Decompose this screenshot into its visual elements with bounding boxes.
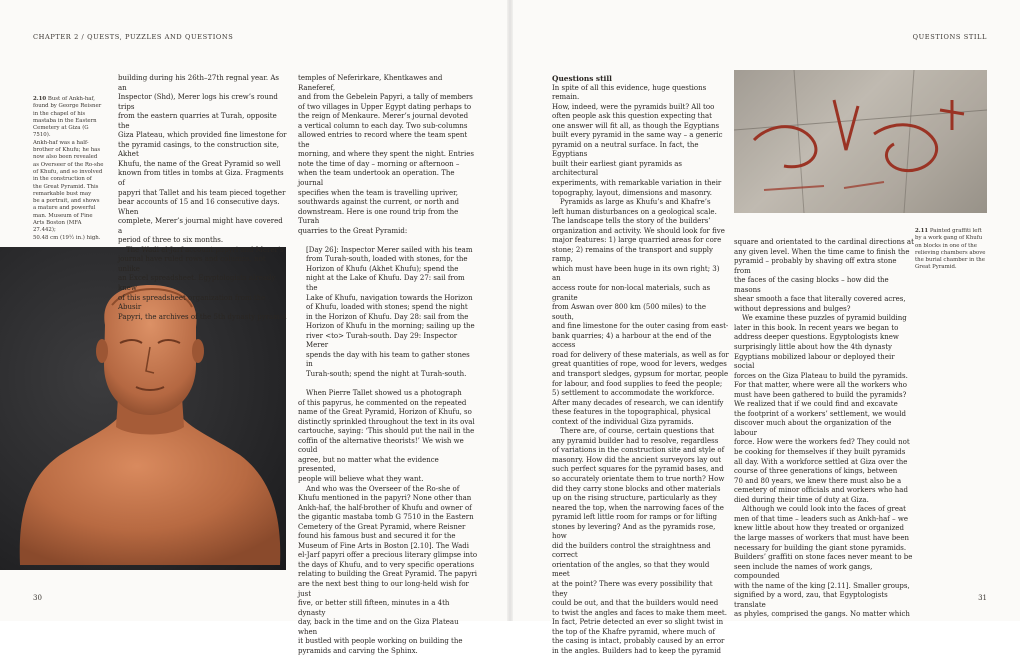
text-line: the casing is intact, probably caused by an error [552,637,725,646]
text-line: address deeper questions. Egyptologists knew [734,333,899,342]
text-line: the reign of Menkaure. Merer’s journal devoted [298,112,469,121]
text-line: seen include the names of work gangs, compounded [734,562,873,581]
text-line: Museum of Fine Arts in Boston [2.10]. The Wadi [298,541,470,550]
text-line: For that matter, where were all the workers who [734,381,907,390]
caption-line: in the construction of [33,176,92,183]
caption-line: Painted graffiti left [929,228,982,234]
text-line: There are, of course, certain questions that [560,427,715,436]
figure-caption-2-10 [33,96,105,242]
text-line: be cooking for themselves if they built pyramids [734,448,906,457]
text-line: could be out, and that the builders would need [552,599,719,608]
text-line: force. How were the workers fed? They could not [734,438,910,447]
khufu-graffiti-photo [734,70,987,213]
text-line: river <to> Turah-south. Day 29: Inspector Merer [306,331,458,350]
text-line: surprisingly little about how the 4th dynasty [734,343,892,352]
graffiti-illustration [734,70,987,213]
text-line: We examine these puzzles of pyramid building [742,314,907,323]
paragraph [118,74,288,246]
text-line: Giza Plateau, which provided fine limestone for [118,131,287,140]
text-line: Horizon of Khufu in the morning; sailing up the [306,322,475,331]
text-line: In spite of all this evidence, huge questions remain. [552,83,707,102]
text-line: journal have ruled rows and columns, not unlike [118,255,266,273]
text-line: access route for non-local materials, such as granite [552,284,711,302]
text-line: pyramid left little room for ramps or for lifting [552,513,717,522]
text-line: people will believe what they want. [298,474,424,483]
text-line: note the time of day – morning or afternoon – [298,159,460,168]
text-line: road for delivery of these materials, as well as for [552,350,729,359]
caption-line: found by George Reisner [33,103,102,110]
caption-number-2-11: 2.11 [915,228,929,234]
text-line: which must have been huge in its own right; 3) an [552,264,720,283]
text-line: known from titles in tombs at Giza. Fragments of [118,169,284,188]
text-line: the top of the Khafre pyramid, where much of [552,627,716,636]
text-line: Inspector (Shd), Merer logs his crew’s round trips [118,93,278,111]
text-line: when the team undertook an operation. The journal [298,169,455,188]
text-line: knew little about how they treated or organized [734,524,905,533]
paragraph [552,198,729,427]
text-line: [Day 26]: Inspector Merer sailed with his team [306,245,473,254]
text-line: signified by a word, zau, that Egyptologists translate [734,591,888,609]
text-line: at the point? There was every possibility that they [552,579,713,598]
text-line: bear accounts of 15 and 16 consecutive days. When [118,198,280,216]
text-line: often people ask this question expecting that [552,112,712,121]
caption-body [33,96,105,242]
paragraph [734,314,914,505]
text-line: coffin of the alternative theorists!’ We wish we could [298,436,464,455]
text-line: did the builders control the straightness and correct [552,541,711,560]
text-line: Ankh-haf, the half-brother of Khufu and owner of [298,503,472,512]
text-line: When Pierre Tallet showed us a photograph [306,389,462,398]
text-line: cartouche, saying: ‘This should put the nail in the [298,427,475,436]
page-number-left: 30 [33,594,42,602]
text-line: 5) settlement to accommodate the workforce. [552,389,715,398]
caption-line: Cemetery at Giza (G 7510). [33,125,89,139]
caption-line: 50.48 cm (19½ in.) high. [33,234,101,241]
caption-line: mastaba in the Eastern [33,117,97,124]
text-line: experiments, with remarkable variation in their [552,179,722,188]
text-line: from the eastern quarries at Turah, opposite the [118,112,277,130]
text-line: any pyramid builder had to resolve, regardless [552,436,719,445]
left-column-1 [118,74,288,322]
text-line: the faces of the casing blocks – how did the masons [734,276,889,294]
text-line: context of the individual Giza pyramids. [552,417,694,426]
caption-line: brother of Khufu; he has [33,147,101,154]
left-column-2 [298,74,478,656]
text-line: from Turah-south, loaded with stones, for the [306,255,468,264]
text-line: shear smooth a face that literally covered acres, [734,295,906,304]
text-line: of this spreadsheet organization from the Abusir [118,293,266,312]
block-quote [298,246,478,380]
caption-line: be a portrait, and shows [33,198,100,205]
text-line: Horizon of Khufu (Akhet Khufu); spend the [306,264,459,273]
text-line: must have been gathered to build the pyramids? [734,390,907,399]
text-line: up on the rising structure, particularly as they [552,494,717,503]
text-line: it bustled with people working on building the [298,637,463,646]
text-line: cemetery of minor officials and workers who had [734,486,908,495]
caption-line: now also been revealed [33,154,98,161]
text-line: And who was the Overseer of the Ro-she of [306,484,460,493]
caption-line: relieving chambers above [915,249,986,256]
text-line: specifies when the team is travelling upriver, [298,188,458,197]
text-line: in the Horizon of Khufu. Day 28: sail from the [306,312,469,321]
right-page [510,0,1020,655]
text-line: The Wadi el-Jarf account papyri and Merer’s [126,245,284,254]
text-line: the pyramid casings, to the construction site, Akhet [118,140,279,159]
text-line: built their earliest giant pyramids as architectural [552,159,683,178]
caption-line: Great Pyramid. [915,264,957,271]
spacer [298,236,478,246]
text-line: night at the Lake of Khufu. Day 27: sail from the [306,274,465,293]
text-line: died during their time of duty at Giza. [734,495,869,504]
text-line: Cemetery of the Great Pyramid, where Reisner [298,522,466,531]
caption-text [33,96,103,241]
text-line: stones by levering? And as the pyramids rose, how [552,522,716,541]
text-line: did they carry stone blocks and other materials [552,484,721,493]
text-line: square and orientated to the cardinal directions at [734,238,914,246]
caption-line: a mature and powerful [33,205,96,212]
text-line: in the angles. Builders had to keep the pyramid [552,646,722,655]
text-line: el-Jarf papyri offer a precious literary glimpse into [298,551,478,560]
text-line: forces on the Giza Plateau to build the pyramids. [734,371,908,380]
text-line: organization and activity. We should look for five [552,226,725,235]
section-heading [552,74,729,84]
caption-line: Arts Boston (MFA 27.442); [33,220,82,234]
text-line: found his famous bust and secured it for the [298,532,456,541]
text-line: built every pyramid in the same way – a generic [552,131,723,140]
page-number-right: 31 [978,594,987,602]
text-line: We realized that if we could find and excavate [734,400,898,409]
caption-body-2-11 [915,228,989,272]
text-line: allowed entries to record where the team spent the [298,131,468,149]
paragraph [734,505,914,620]
text-line: these features in the topographical, physical [552,408,711,417]
text-line: are the next best thing to our long-held wish for just [298,579,469,598]
text-line: great quantities of rope, wood for levers, wedges [552,360,727,369]
text-line: building during his 26th–27th regnal year. As an [118,74,279,92]
text-line: any given level. When the time came to finish the [734,247,910,256]
text-line: later in this book. In recent years we began to [734,323,899,332]
text-line: the gigantic mastaba tomb G 7510 in the Eastern [298,513,474,522]
text-line: Pyramids as large as Khufu’s and Khafre’s [560,198,711,207]
caption-line: man. Museum of Fine [33,212,93,219]
caption-text-2-11 [915,228,985,270]
text-line: of two villages in Upper Egypt dating perhaps to [298,102,472,111]
text-line: necessary for building the giant stone pyramids. [734,543,907,552]
text-line: southwards against the current, or north and [298,198,459,207]
paragraph [298,389,478,484]
text-line: of variations in the construction site and style of [552,446,725,455]
text-line: and from the Gebelein Papyri, a tally of members [298,93,473,102]
text-line: to twist the angles and faces to make them meet. [552,608,727,617]
text-line: the large masses of workers that must have been [734,533,909,542]
text-line: period of three to six months. [118,236,224,245]
text-line: Egyptians mobilized labour or deployed their social [734,352,895,371]
caption-line: the burial chamber in the [915,257,985,264]
text-line: 70 and 80 years, we knew there must also be a [734,476,902,485]
text-line: course of three generations of kings, between [734,467,898,476]
running-head-right: QUESTIONS STILL [912,33,987,41]
caption-line: Bust of Ankh-haf, [47,96,96,102]
text-line: five, or better still fifteen, minutes in a 4th dynasty [298,599,450,617]
text-line: a vertical column to each day. Two sub-columns [298,121,468,130]
text-line: an Excel spreadsheet. Egyptologists already knew [118,274,276,293]
text-line: Although we could look into the faces of great [742,505,906,514]
text-line: of this papyrus, he commented on the repeated [298,398,467,407]
text-line: Turah-south; spend the night at Turah-south. [306,369,467,378]
paragraph [552,427,729,656]
text-line: so accurately orientate them to true north? How [552,474,725,483]
text-line: papyri that Tallet and his team pieced together [118,188,286,197]
text-line: relating to building the Great Pyramid. The papyri [298,570,478,579]
caption-line: Ankh-haf was a half- [33,139,89,146]
caption-line: as Overseer of the Ro-she [33,161,104,168]
paragraph [298,485,478,656]
text-line: temples of Neferirkare, Khentkawes and Raneferef, [298,74,443,92]
caption-line: of Khufu, and so involved [33,168,103,175]
figure-caption-2-11 [915,228,989,272]
running-head-left: CHAPTER 2 / QUESTS, PUZZLES AND QUESTIONS [33,33,234,41]
text-line: distinctly sprinkled throughout the text in its oval [298,417,475,426]
text-line: and transport sledges, gypsum for mortar, people [552,369,729,378]
text-line: the days of Khufu, and to very specific operations [298,560,475,569]
text-line: Papyri, the archives of the 5th dynasty pyramid [118,312,287,321]
text-line: Khufu, the name of the Great Pyramid so well [118,159,281,168]
caption-line: the Great Pyramid. This [33,183,99,190]
text-line: all day. With a workforce settled at Giza over the [734,457,908,466]
text-line: Builders’ graffiti on stone faces never meant to be [734,553,913,562]
spacer [298,380,478,390]
text-line: with the name of the king [2.11]. Smaller groups, [734,581,910,590]
right-column-1 [552,74,729,656]
text-line: pyramid – probably by shaving off extra stone from [734,257,897,275]
text-line: downstream. Here is one round trip from the Turah [298,207,459,226]
text-line: quarries to the Great Pyramid: [298,226,408,235]
caption-line: on blocks in one of the [915,242,977,249]
text-line: Khufu mentioned in the papyri? None other than [298,494,472,503]
text-line: agree, but no matter what the evidence presented, [298,455,439,474]
text-line: of Khufu, loaded with stones; spend the night [306,303,468,312]
right-column-2 [734,238,914,620]
caption-number: 2.10 [33,96,47,102]
text-line: without depressions and bulges? [734,304,851,313]
text-line: name of the Great Pyramid, Horizon of Khufu, so [298,408,472,417]
text-line: one answer will fit all, as though the Egyptians [552,121,720,130]
left-page [0,0,510,655]
text-line: for labour, and food supplies to feed the people; [552,379,723,388]
text-line: How, indeed, were the pyramids built? All too [552,102,715,111]
text-line: After many decades of research, we can identify [552,398,724,407]
text-line: neared the top, when the narrowing faces of the [552,503,724,512]
text-line: In fact, Petrie detected an ever so slight twist in [552,618,724,627]
text-line: as phyles, comprised the gangs. No matter which [734,610,910,619]
caption-line: in the chapel of his [33,110,86,117]
text-line: day, back in the time and on the Giza Plateau when [298,618,459,636]
text-line: stone; 2) remains of the transport and supply ramp, [552,245,714,264]
text-line: masonry. How did the ancient surveyors lay out [552,455,722,464]
text-line: Lake of Khufu, navigation towards the Horizon [306,293,473,302]
text-line: Questions still [552,74,612,83]
text-line: pyramid on a neutral surface. In fact, the Egyptians [552,140,699,159]
text-line: discover much about the organization of the labour [734,419,892,437]
paragraph [118,246,288,322]
paragraph [734,238,914,314]
text-line: complete, Merer’s journal might have covered a [118,217,283,235]
paragraph [552,84,729,199]
caption-line: by a work gang of Khufu [915,235,983,242]
paragraph [298,74,478,236]
text-line: the footprint of a workers’ settlement, we would [734,409,906,418]
text-line: major features: 1) large quarried areas for core [552,236,722,245]
text-line: left human disturbances on a geological scale. [552,207,717,216]
text-line: orientation of the angles, so that they would meet [552,560,710,579]
text-line: spends the day with his team to gather stones in [306,350,470,369]
text-line: The landscape tells the story of the builders’ [552,217,711,226]
text-line: such perfect squares for the pyramid bases, and [552,465,724,474]
text-line: topography, layout, dimensions and masonry. [552,188,713,197]
text-line: and fine limestone for the outer casing from east- [552,322,729,331]
book-gutter [507,0,513,621]
text-line: men of that time – leaders such as Ankh-haf – we [734,514,908,523]
text-line: pyramids and carving the Sphinx. [298,646,418,655]
text-line: from Aswan over 800 km (500 miles) to the south, [552,303,706,321]
text-line: morning, and where they spent the night. Entries [298,150,474,159]
caption-line: remarkable bust may [33,190,92,197]
text-line: bank quarries; 4) a harbour at the end of the access [552,331,712,350]
